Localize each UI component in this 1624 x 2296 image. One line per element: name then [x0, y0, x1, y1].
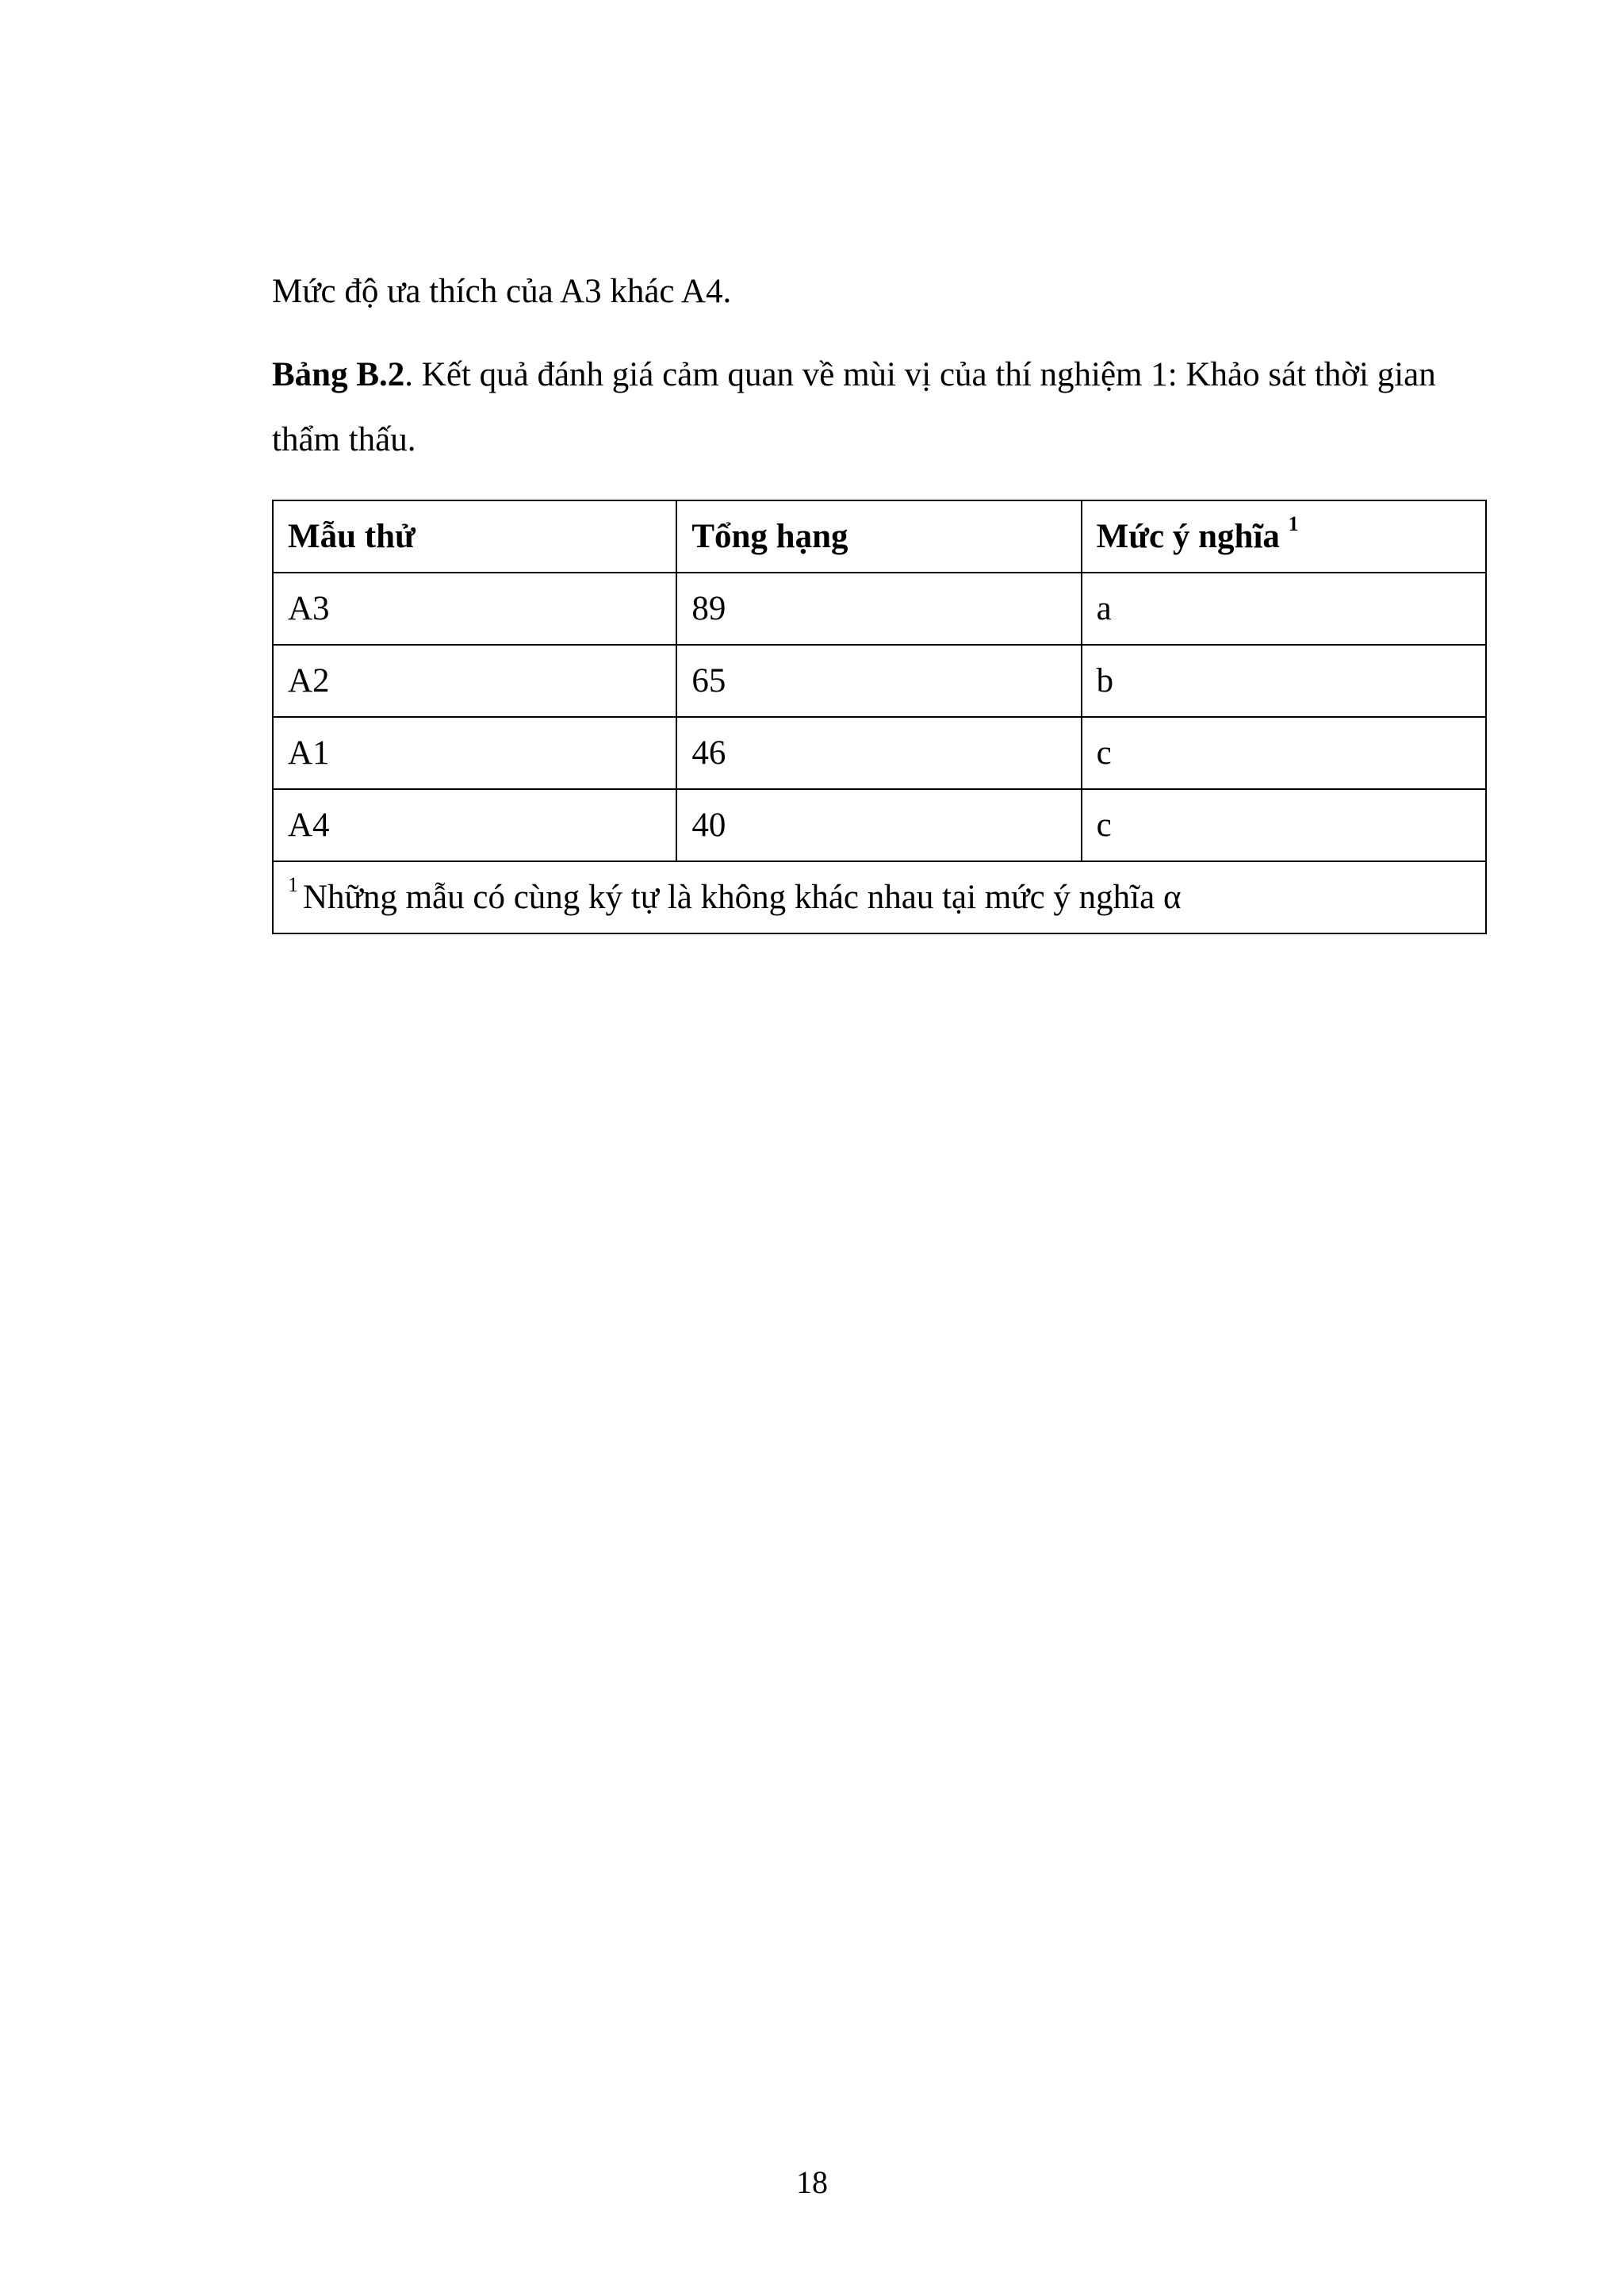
header-sample: Mẫu thử — [273, 500, 676, 573]
table-caption-text: . Kết quả đánh giá cảm quan về mùi vị của thí nghiệm 1: Khảo sát thời gian thẩm thấu. — [272, 356, 1436, 458]
table-row — [273, 573, 1486, 645]
footnote-text: Những mẫu có cùng ký tự là không khác nhau tại mức ý nghĩa α — [303, 879, 1182, 916]
table-footnote-row — [273, 861, 1486, 933]
table-header-row — [273, 500, 1486, 573]
cell-significance: c — [1082, 789, 1486, 861]
cell-sample: A4 — [273, 789, 676, 861]
table-row — [273, 789, 1486, 861]
header-rank-sum: Tổng hạng — [676, 500, 1081, 573]
cell-sample: A1 — [273, 717, 676, 789]
results-table — [272, 500, 1487, 934]
cell-significance: c — [1082, 717, 1486, 789]
table-caption-label: Bảng B.2 — [272, 356, 405, 393]
cell-sample: A2 — [273, 645, 676, 717]
table-row — [273, 717, 1486, 789]
cell-rank-sum: 89 — [676, 573, 1081, 645]
header-significance — [1082, 500, 1486, 573]
cell-significance: b — [1082, 645, 1486, 717]
header-significance-label: Mức ý nghĩa — [1096, 518, 1280, 555]
footnote-marker: 1 — [288, 873, 298, 896]
cell-rank-sum: 65 — [676, 645, 1081, 717]
cell-sample: A3 — [273, 573, 676, 645]
table-row — [273, 645, 1486, 717]
page-number: 18 — [796, 2164, 828, 2200]
table-footnote — [273, 861, 1486, 933]
cell-significance: a — [1082, 573, 1486, 645]
header-significance-superscript: 1 — [1288, 512, 1299, 535]
cell-rank-sum: 40 — [676, 789, 1081, 861]
cell-rank-sum: 46 — [676, 717, 1081, 789]
intro-sentence: Mức độ ưa thích của A3 khác A4. — [272, 273, 732, 310]
table-caption — [272, 343, 1493, 473]
